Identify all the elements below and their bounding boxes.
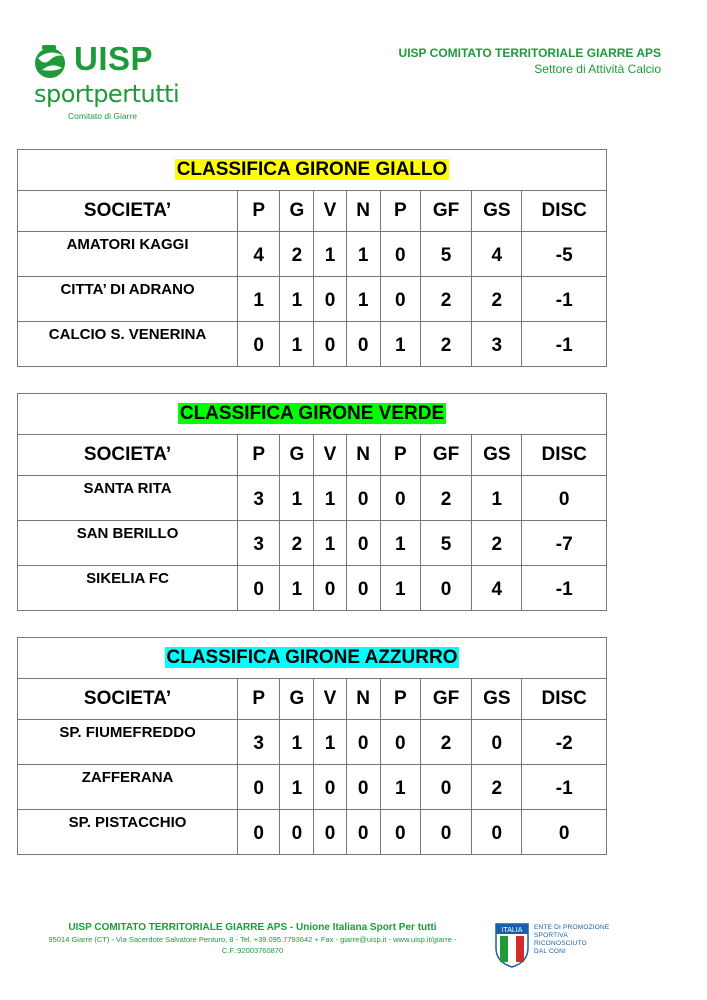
stat-cell: -1: [522, 277, 607, 322]
table-title: [18, 638, 607, 679]
column-header: P: [238, 191, 280, 232]
team-name: ZAFFERANA: [18, 765, 238, 810]
column-header: DISC: [522, 679, 607, 720]
column-header: G: [280, 191, 314, 232]
standings-table: [17, 637, 607, 855]
stat-cell: 0: [346, 765, 380, 810]
column-header: N: [346, 435, 380, 476]
stat-cell: 1: [314, 720, 346, 765]
column-header: DISC: [522, 191, 607, 232]
table-title: [18, 394, 607, 435]
column-header: G: [280, 435, 314, 476]
stat-cell: 0: [346, 566, 380, 611]
standings-table: [17, 393, 607, 611]
logo-subtitle: sportpertutti: [34, 80, 180, 108]
footer-line-2: 95014 Giarre (CT) - Via Sacerdote Salvatore Penturo, 8 - Tel. +39.095.7793642 + Fax - giarre@uisp.it - www.uisp.it/giarre -: [48, 935, 457, 944]
stat-cell: 2: [280, 232, 314, 277]
stat-cell: 2: [472, 277, 522, 322]
team-name: CITTA’ DI ADRANO: [18, 277, 238, 322]
stat-cell: 0: [380, 720, 420, 765]
stat-cell: -1: [522, 566, 607, 611]
table-row: [18, 765, 607, 810]
stat-cell: 2: [472, 765, 522, 810]
stat-cell: 5: [420, 521, 471, 566]
stat-cell: 0: [314, 765, 346, 810]
stat-cell: 1: [380, 521, 420, 566]
stat-cell: 1: [280, 322, 314, 367]
standings-table: [17, 149, 607, 367]
table-row: [18, 476, 607, 521]
stat-cell: 0: [346, 810, 380, 855]
stat-cell: 0: [238, 810, 280, 855]
column-header: N: [346, 191, 380, 232]
column-header: P: [238, 679, 280, 720]
column-header: G: [280, 679, 314, 720]
column-header: P: [380, 679, 420, 720]
logo-text: UISP: [74, 40, 154, 77]
column-header: GS: [472, 679, 522, 720]
stat-cell: 2: [280, 521, 314, 566]
stat-cell: 1: [380, 322, 420, 367]
stat-cell: 4: [472, 232, 522, 277]
logo-comitato: Comitato di Giarre: [68, 111, 137, 121]
stat-cell: 1: [314, 476, 346, 521]
stat-cell: 0: [238, 566, 280, 611]
italia-shield-icon: [494, 922, 530, 968]
sector-label: Settore di Attività Calcio: [534, 62, 661, 76]
stat-cell: 0: [238, 765, 280, 810]
stat-cell: 0: [314, 566, 346, 611]
team-name: SP. FIUMEFREDDO: [18, 720, 238, 765]
stat-cell: 0: [346, 720, 380, 765]
coni-badge-text: ITALIA: [501, 927, 523, 934]
stat-cell: 1: [314, 232, 346, 277]
stat-cell: 0: [472, 720, 522, 765]
stat-cell: -7: [522, 521, 607, 566]
stat-cell: 3: [238, 720, 280, 765]
column-header: DISC: [522, 435, 607, 476]
table-row: [18, 566, 607, 611]
stat-cell: 2: [420, 720, 471, 765]
coni-line-2: SPORTIVA: [534, 932, 568, 939]
column-header: P: [380, 191, 420, 232]
stat-cell: 2: [420, 277, 471, 322]
stat-cell: 0: [380, 476, 420, 521]
stat-cell: 0: [314, 322, 346, 367]
stat-cell: 0: [314, 277, 346, 322]
table-title-text: CLASSIFICA GIRONE AZZURRO: [166, 647, 458, 668]
table-header-row: [18, 679, 607, 720]
table-title-text: CLASSIFICA GIRONE GIALLO: [176, 159, 448, 180]
table-row: [18, 322, 607, 367]
column-header: GS: [472, 191, 522, 232]
stat-cell: 4: [472, 566, 522, 611]
stat-cell: 0: [420, 810, 471, 855]
stat-cell: 1: [380, 566, 420, 611]
table-row: [18, 810, 607, 855]
table-row: [18, 277, 607, 322]
stat-cell: 3: [238, 521, 280, 566]
column-header: V: [314, 191, 346, 232]
column-header: SOCIETA’: [18, 679, 238, 720]
stat-cell: 0: [472, 810, 522, 855]
team-name: SANTA RITA: [18, 476, 238, 521]
stat-cell: 2: [472, 521, 522, 566]
team-name: SIKELIA FC: [18, 566, 238, 611]
stat-cell: 1: [346, 277, 380, 322]
uisp-logo: [30, 40, 180, 125]
uisp-mark-icon: [30, 44, 72, 80]
stat-cell: 0: [314, 810, 346, 855]
coni-line-1: ENTE DI PROMOZIONE: [534, 924, 610, 931]
table-title-text: CLASSIFICA GIRONE VERDE: [179, 403, 445, 424]
table-header-row: [18, 191, 607, 232]
stat-cell: 1: [314, 521, 346, 566]
coni-line-3: RICONOSCIUTO: [534, 940, 587, 947]
column-header: GF: [420, 679, 471, 720]
stat-cell: 0: [238, 322, 280, 367]
column-header: P: [380, 435, 420, 476]
stat-cell: 2: [420, 476, 471, 521]
column-header: V: [314, 679, 346, 720]
footer-line-3: C.F.:92003760870: [221, 946, 284, 955]
column-header: SOCIETA’: [18, 191, 238, 232]
stat-cell: 2: [420, 322, 471, 367]
stat-cell: 1: [280, 566, 314, 611]
column-header: GS: [472, 435, 522, 476]
team-name: SP. PISTACCHIO: [18, 810, 238, 855]
stat-cell: 4: [238, 232, 280, 277]
stat-cell: 1: [280, 476, 314, 521]
stat-cell: 3: [238, 476, 280, 521]
stat-cell: 1: [280, 277, 314, 322]
column-header: GF: [420, 191, 471, 232]
stat-cell: -2: [522, 720, 607, 765]
column-header: N: [346, 679, 380, 720]
stat-cell: 0: [346, 521, 380, 566]
coni-line-4: DAL CONI: [534, 948, 567, 955]
stat-cell: 1: [380, 765, 420, 810]
stat-cell: 1: [280, 765, 314, 810]
column-header: GF: [420, 435, 471, 476]
stat-cell: 0: [346, 476, 380, 521]
stat-cell: 0: [380, 232, 420, 277]
team-name: CALCIO S. VENERINA: [18, 322, 238, 367]
team-name: AMATORI KAGGI: [18, 232, 238, 277]
stat-cell: 0: [380, 810, 420, 855]
stat-cell: 0: [346, 322, 380, 367]
footer: [30, 921, 475, 956]
stat-cell: 0: [522, 476, 607, 521]
stat-cell: -5: [522, 232, 607, 277]
table-title: [18, 150, 607, 191]
column-header: P: [238, 435, 280, 476]
stat-cell: 5: [420, 232, 471, 277]
stat-cell: 0: [420, 566, 471, 611]
stat-cell: 1: [280, 720, 314, 765]
coni-text: [534, 924, 609, 956]
stat-cell: 0: [522, 810, 607, 855]
table-row: [18, 720, 607, 765]
stat-cell: -1: [522, 322, 607, 367]
table-row: [18, 521, 607, 566]
stat-cell: 0: [420, 765, 471, 810]
stat-cell: 3: [472, 322, 522, 367]
stat-cell: 0: [280, 810, 314, 855]
table-header-row: [18, 435, 607, 476]
stat-cell: -1: [522, 765, 607, 810]
footer-line-1: UISP COMITATO TERRITORIALE GIARRE APS - Unione Italiana Sport Per tutti: [68, 922, 437, 933]
table-row: [18, 232, 607, 277]
org-name: UISP COMITATO TERRITORIALE GIARRE APS: [398, 46, 661, 60]
stat-cell: 1: [346, 232, 380, 277]
column-header: V: [314, 435, 346, 476]
header-org-info: [399, 45, 661, 77]
team-name: SAN BERILLO: [18, 521, 238, 566]
column-header: SOCIETA’: [18, 435, 238, 476]
stat-cell: 1: [472, 476, 522, 521]
stat-cell: 1: [238, 277, 280, 322]
stat-cell: 0: [380, 277, 420, 322]
coni-recognition: [494, 922, 614, 970]
